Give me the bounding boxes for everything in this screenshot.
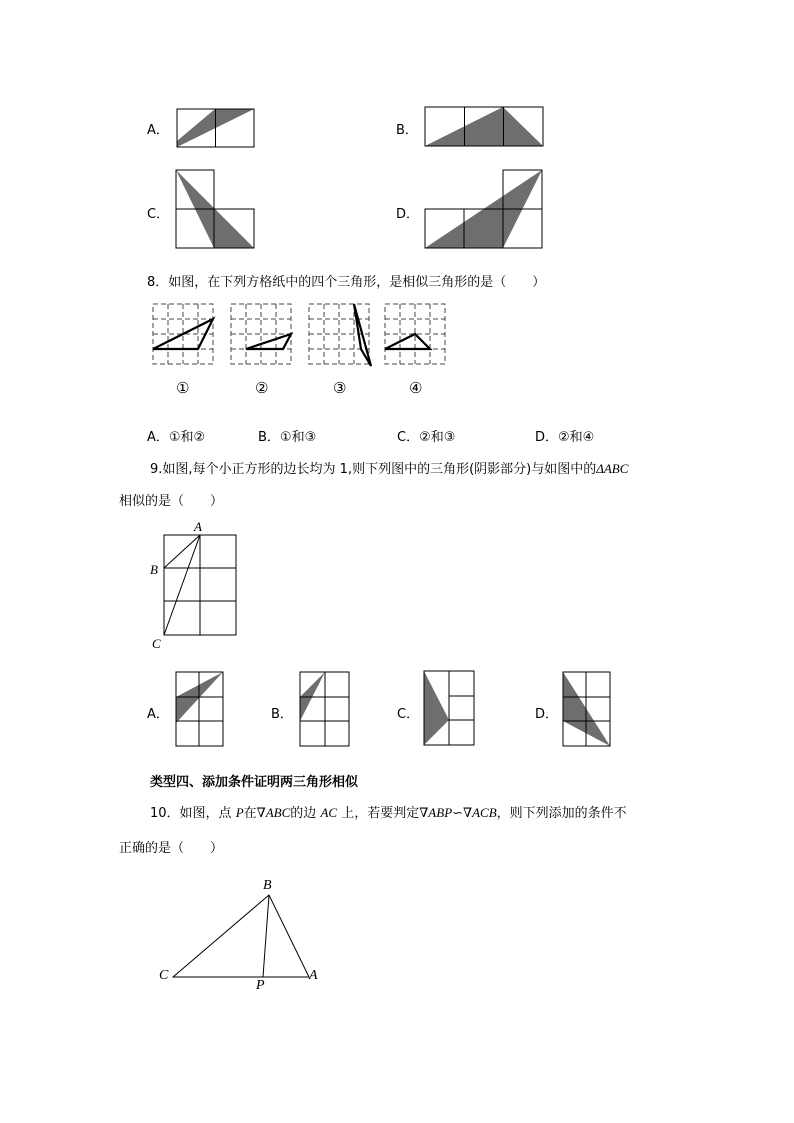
q7-option-b-label: B． — [396, 123, 418, 138]
q10-stem-ac: AC — [320, 805, 338, 820]
q9-vertex-b: B — [150, 562, 158, 577]
q10-triangle-figure — [170, 891, 312, 981]
q7-option-c-label: C． — [147, 207, 170, 222]
q9-option-a-figure — [175, 671, 225, 748]
q10-stem-part2: 在 — [243, 806, 257, 821]
q8-figure-label-2: ② — [255, 379, 269, 397]
q9-option-c-figure — [423, 670, 476, 748]
q7-option-c-figure — [175, 169, 256, 251]
q9-stem-text: 9.如图,每个小正方形的边长均为 1,则下列图中的三角形(阴影部分)与如图中的 — [150, 462, 597, 477]
q7-option-d-figure — [424, 169, 544, 251]
q9-option-b-label: B． — [271, 707, 293, 722]
q8-choice-b: B．①和③ — [258, 430, 317, 445]
q10-stem-line1 — [150, 802, 627, 821]
q9-vertex-c: C — [152, 636, 161, 651]
q8-figure-label-1: ① — [176, 379, 190, 397]
q9-option-b-figure — [299, 671, 351, 748]
q10-vertex-a: A — [309, 968, 318, 983]
q8-figure-label-4: ④ — [409, 379, 423, 397]
q9-option-d-figure — [562, 671, 612, 748]
q10-stem-line2: 正确的是（ ） — [119, 841, 224, 856]
q8-figure-1 — [152, 303, 216, 367]
q7-option-d-label: D． — [396, 207, 420, 222]
q10-stem-part3: 的边 — [290, 806, 317, 821]
q10-stem-p: P — [235, 805, 244, 820]
q8-choice-d: D．②和④ — [535, 430, 595, 445]
q9-stem-line2: 相似的是（ ） — [119, 494, 224, 509]
q9-reference-figure — [163, 534, 239, 638]
q8-figure-3 — [308, 303, 374, 369]
section-4-heading: 类型四、添加条件证明两三角形相似 — [150, 775, 359, 790]
q9-option-d-label: D． — [535, 707, 559, 722]
q10-stem-part4: 上，若要判定 — [341, 806, 420, 821]
q8-choice-a: A．①和② — [147, 430, 206, 445]
q9-stem-line1 — [150, 458, 628, 477]
q10-stem-abc: ∇ABC — [256, 805, 291, 820]
q8-figure-2 — [230, 303, 294, 367]
q10-vertex-b: B — [263, 878, 272, 893]
q8-figure-label-3: ③ — [333, 379, 347, 397]
q9-option-a-label: A． — [147, 707, 169, 722]
q9-stem-triangle: ΔABC — [596, 461, 629, 476]
q10-vertex-c: C — [159, 968, 169, 983]
q7-option-b-figure — [424, 106, 545, 148]
q8-stem: 8．如图，在下列方格纸中的四个三角形，是相似三角形的是（ ） — [147, 275, 546, 290]
q9-vertex-a: A — [194, 519, 202, 534]
q8-figure-4 — [384, 303, 448, 367]
q8-choice-c: C．②和③ — [397, 430, 456, 445]
q7-option-a-figure — [176, 108, 256, 149]
q10-vertex-p: P — [256, 978, 265, 993]
q7-option-a-label: A． — [147, 123, 169, 138]
q10-stem-sim: ∇ABP∽∇ACB — [419, 805, 497, 820]
q9-option-c-label: C． — [397, 707, 420, 722]
q10-stem-part5: ，则下列添加的条件不 — [496, 806, 627, 821]
q10-stem-part1: 10．如图，点 — [150, 806, 232, 821]
